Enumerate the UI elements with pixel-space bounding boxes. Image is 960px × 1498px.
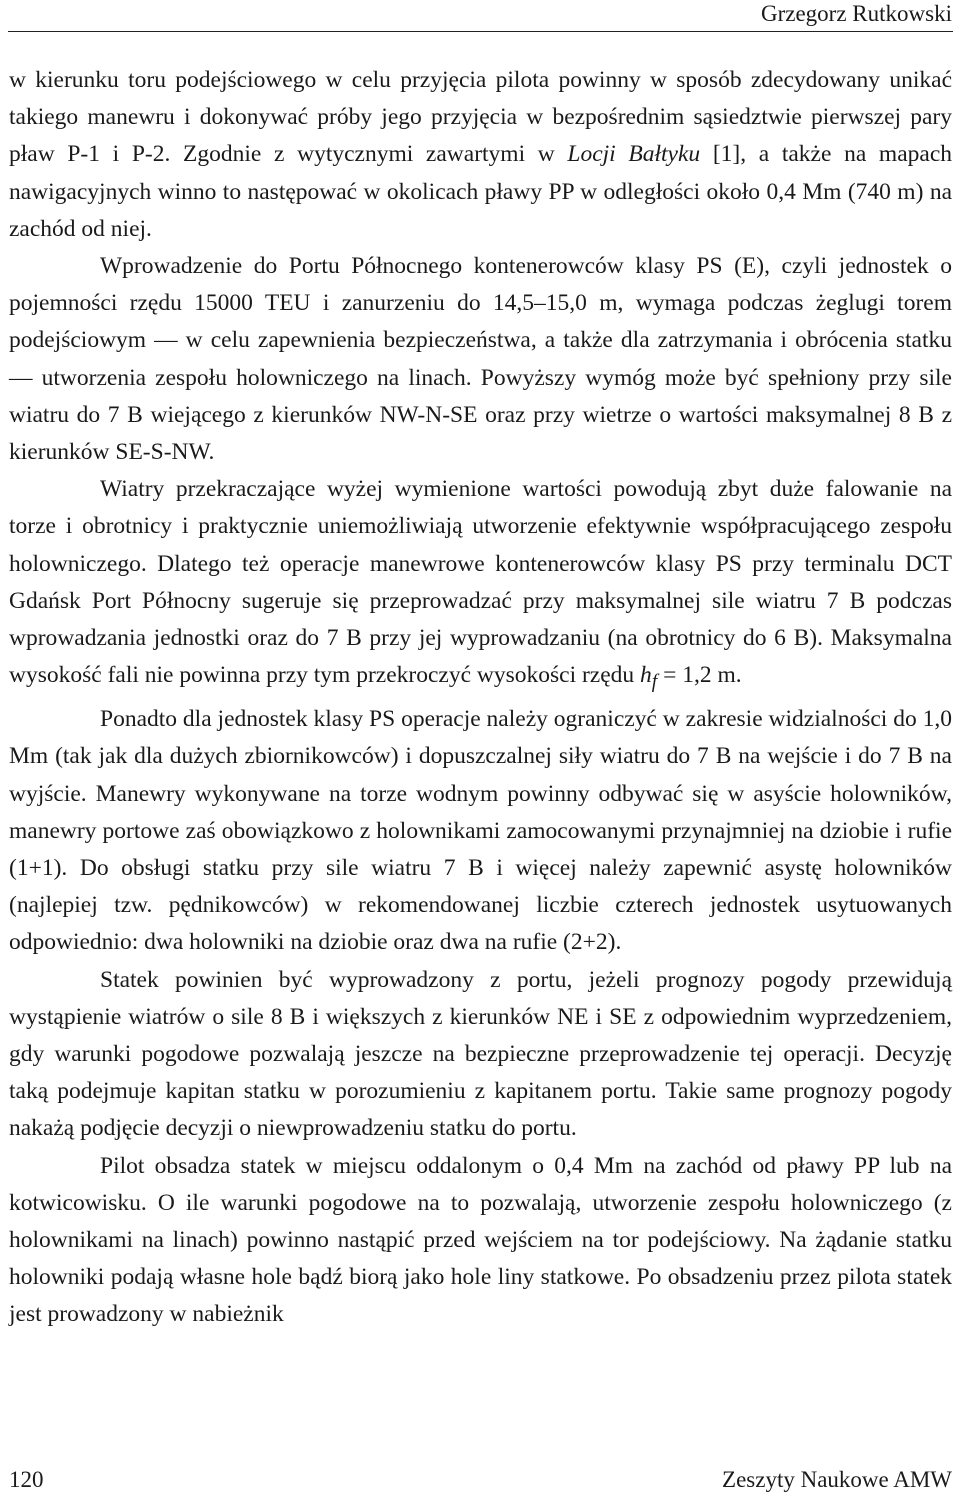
paragraph-3 [9, 471, 952, 701]
paragraph-3-variable: h [640, 662, 652, 689]
header-divider [8, 31, 953, 32]
paragraph-2: Wprowadzenie do Portu Północnego kontenerowców klasy PS (E), czyli jednostek o pojemności rzędu 15000 TEU i zanurzeniu do 14,5–15,0 m, wymaga podczas żeglugi torem podejściowym — w celu zapewnienia bezpieczeństwa, a także dla zatrzymania i obrócenia statku — utworzenia zespołu holowniczego na linach. Powyższy wymóg może być spełniony przy sile wiatru do 7 B wiejącego z kierunków NW-N-SE oraz przy wietrze o wartości maksymalnej 8 B z kierunków SE-S-NW. [9, 253, 952, 466]
paragraph-1-text-b: [1], a także na mapach nawigacyjnych winno to następować w okolicach pławy PP w odległości około 0,4 Mm (740 m) na zachód od niej. [9, 141, 952, 242]
page-number: 120 [9, 1467, 44, 1492]
article-body [9, 62, 952, 1334]
paragraph-1-text-a: w kierunku toru podejściowego w celu przyjęcia pilota powinny w sposób zdecydowany unikać takiego manewru i dokonywać próby jego przyjęcia w bezpośrednim sąsiedztwie pierwszej pary pław P-1 i P-2. Zgodnie z wytycznymi zawartymi w [9, 67, 952, 168]
paragraph-6: Pilot obsadza statek w miejscu oddalonym o 0,4 Mm na zachód od pławy PP lub na kotwicowisku. O ile warunki pogodowe na to pozwalają, utworzenie zespołu holowniczego (z holownikami na linach) powinno nastąpić przed wejściem na tor podejściowy. Na żądanie statku holowniki podają własne hole bądź biorą jako hole liny statkowe. Po obsadzeniu przez pilota statek jest prowadzony w nabieżnik [9, 1152, 952, 1328]
running-header-author: Grzegorz Rutkowski [761, 1, 952, 26]
paragraph-1 [9, 62, 952, 248]
paragraph-5: Statek powinien być wyprowadzony z portu, jeżeli prognozy pogody przewidują wystąpienie wiatrów o sile 8 B i większych z kierunków NE i SE z odpowiednim wyprzedzeniem, gdy warunki pogodowe pozwalają jeszcze na bezpieczne przeprowadzenie tej operacji. Decyzję taką podejmuje kapitan statku w porozumieniu z kapitanem portu. Takie same prognozy pogody nakażą podjęcie decyzji o niewprowadzeniu statku do portu. [9, 966, 952, 1142]
paragraph-1-italic-ref: Locji Bałtyku [567, 141, 701, 168]
paragraph-3-text-a: Wiatry przekraczające wyżej wymienione wartości powodują zbyt duże falowanie na torze i obrotnicy i praktycznie uniemożliwiają utworzenie efektywnie współpracującego zespołu holowniczego. Dlatego też operacje manewrowe kontenerowców klasy PS przy terminalu DCT Gdańsk Port Północny sugeruje się przeprowadzać przy maksymalnej sile wiatru 7 B podczas wprowadzania jednostki oraz do 7 B przy jej wyprowadzaniu (na obrotnicy do 6 B). Maksymalna wysokość fali nie powinna przy tym przekroczyć wysokości rzędu [9, 476, 952, 689]
journal-name: Zeszyty Naukowe AMW [722, 1467, 952, 1492]
paragraph-3-subscript-letter: f [651, 671, 658, 693]
paragraph-4: Ponadto dla jednostek klasy PS operacje należy ograniczyć w zakresie widzialności do 1,0 Mm (tak jak dla dużych zbiornikowców) i dopuszczalnej siły wiatru do 7 B na wejście i do 7 B na wyjście. Manewry wykonywane na torze wodnym powinny odbywać się w asyście holowników, manewry portowe zaś obowiązkowo z holownikami zamocowanymi przynajmniej na dziobie i rufie (1+1). Do obsługi statku przy sile wiatru 7 B i więcej należy zapewnić asystę holowników (najlepiej tzw. pędnikowców) w rekomendowanej liczbie czterech jednostek usytuowanych odpowiednio: dwa holowniki na dziobie oraz dwa na rufie (2+2). [9, 706, 952, 956]
paragraph-3-text-b: = 1,2 m. [657, 662, 742, 689]
